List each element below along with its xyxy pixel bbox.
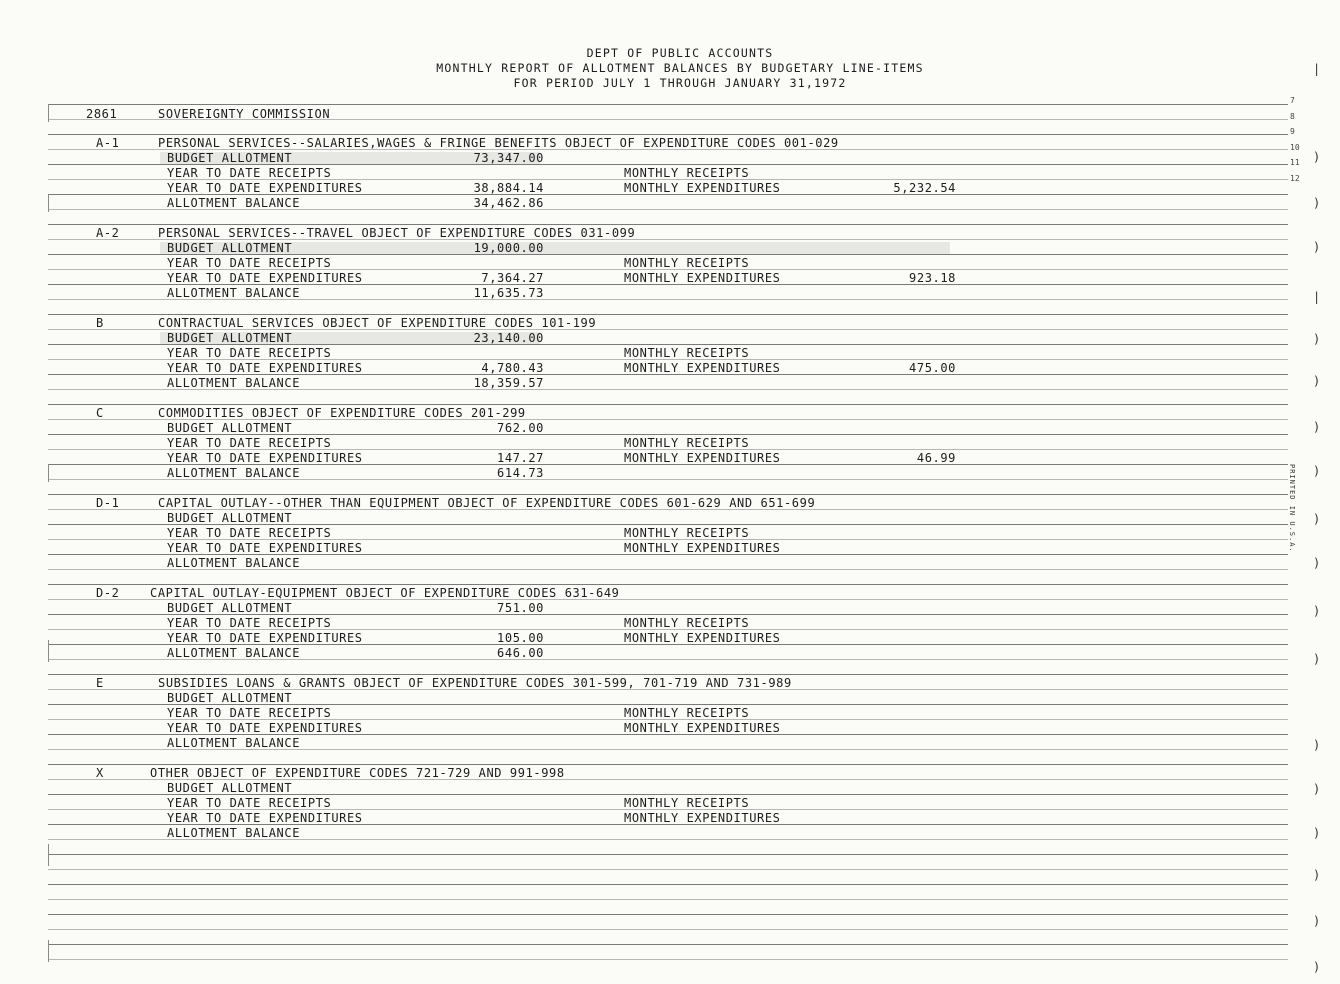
form-rule-line: [48, 209, 1288, 210]
form-rule-line: [48, 749, 1288, 750]
monthly-expenditures-label: MONTHLY EXPENDITURES: [624, 451, 781, 465]
section-title: COMMODITIES OBJECT OF EXPENDITURE CODES 201-299: [158, 406, 526, 420]
form-rule-line: [48, 524, 1288, 525]
ytd-receipts-label: YEAR TO DATE RECEIPTS: [167, 166, 332, 180]
ytd-expenditures-label: YEAR TO DATE EXPENDITURES: [167, 271, 363, 285]
section-code: D-1: [96, 496, 120, 510]
ytd-receipts-label: YEAR TO DATE RECEIPTS: [167, 616, 332, 630]
monthly-expenditures-label: MONTHLY EXPENDITURES: [624, 181, 781, 195]
form-rule-line: [48, 254, 1288, 255]
margin-line-number: 11: [1290, 158, 1300, 167]
margin-binding-mark: ): [1313, 464, 1321, 478]
margin-line-number: 8: [1290, 111, 1295, 121]
monthly-expenditures-label: MONTHLY EXPENDITURES: [624, 811, 781, 825]
form-rule-line: [48, 899, 1288, 900]
margin-binding-mark: ): [1313, 782, 1321, 796]
budget-allotment-label: BUDGET ALLOTMENT: [167, 691, 293, 705]
form-rule-line: [48, 299, 1288, 300]
form-rule-line: [48, 629, 1288, 630]
form-rule-line: [48, 389, 1288, 390]
margin-binding-mark: |: [1313, 290, 1321, 304]
section-code: E: [96, 676, 104, 690]
form-rule-line: [48, 119, 1288, 120]
ytd-expenditures-value: 4,780.43: [481, 361, 544, 375]
ytd-expenditures-value: 38,884.14: [473, 181, 544, 195]
monthly-receipts-label: MONTHLY RECEIPTS: [624, 166, 750, 180]
form-rule-line: [48, 134, 1288, 135]
form-rule-line: [48, 599, 1288, 600]
form-edge-mark: [48, 940, 49, 962]
monthly-expenditures-value: 46.99: [916, 451, 956, 465]
budget-allotment-value: 19,000.00: [473, 241, 544, 255]
allotment-balance-value: 646.00: [497, 646, 544, 660]
ytd-expenditures-label: YEAR TO DATE EXPENDITURES: [167, 721, 363, 735]
form-rule-line: [48, 374, 1288, 375]
ytd-receipts-label: YEAR TO DATE RECEIPTS: [167, 346, 332, 360]
form-rule-line: [48, 794, 1288, 795]
form-rule-line: [48, 449, 1288, 450]
form-rule-line: [48, 674, 1288, 675]
section-title: CAPITAL OUTLAY--OTHER THAN EQUIPMENT OBJECT OF EXPENDITURE CODES 601-629 AND 651-699: [158, 496, 816, 510]
form-rule-line: [48, 809, 1288, 810]
margin-binding-mark: ): [1313, 604, 1321, 618]
allotment-balance-value: 34,462.86: [473, 196, 544, 210]
section-title: CAPITAL OUTLAY-EQUIPMENT OBJECT OF EXPENDITURE CODES 631-649: [150, 586, 620, 600]
form-rule-line: [48, 869, 1288, 870]
monthly-receipts-label: MONTHLY RECEIPTS: [624, 526, 750, 540]
margin-binding-mark: ): [1313, 960, 1321, 974]
ytd-receipts-label: YEAR TO DATE RECEIPTS: [167, 436, 332, 450]
form-rule-line: [48, 704, 1288, 705]
form-rule-line: [48, 434, 1288, 435]
form-rule-line: [48, 314, 1288, 315]
ytd-expenditures-value: 105.00: [497, 631, 544, 645]
allotment-balance-label: ALLOTMENT BALANCE: [167, 826, 301, 840]
section-title: OTHER OBJECT OF EXPENDITURE CODES 721-729 AND 991-998: [150, 766, 565, 780]
margin-binding-mark: ): [1313, 652, 1321, 666]
monthly-expenditures-value: 5,232.54: [893, 181, 956, 195]
monthly-receipts-label: MONTHLY RECEIPTS: [624, 436, 750, 450]
margin-line-number: 9: [1290, 127, 1295, 136]
monthly-expenditures-value: 475.00: [909, 361, 956, 375]
form-edge-mark: [48, 104, 49, 122]
ytd-expenditures-label: YEAR TO DATE EXPENDITURES: [167, 541, 363, 555]
section-title: PERSONAL SERVICES--SALARIES,WAGES & FRINGE BENEFITS OBJECT OF EXPENDITURE CODES 001-029: [158, 136, 839, 150]
form-rule-line: [48, 149, 1288, 150]
ytd-receipts-label: YEAR TO DATE RECEIPTS: [167, 256, 332, 270]
ytd-receipts-label: YEAR TO DATE RECEIPTS: [167, 526, 332, 540]
form-rule-line: [48, 269, 1288, 270]
monthly-receipts-label: MONTHLY RECEIPTS: [624, 346, 750, 360]
ytd-expenditures-value: 147.27: [497, 451, 544, 465]
monthly-expenditures-label: MONTHLY EXPENDITURES: [624, 541, 781, 555]
form-rule-line: [48, 839, 1288, 840]
allotment-balance-label: ALLOTMENT BALANCE: [167, 556, 301, 570]
margin-binding-mark: ): [1313, 868, 1321, 882]
budget-allotment-value: 751.00: [497, 601, 544, 615]
form-rule-line: [48, 104, 1288, 105]
budget-allotment-label: BUDGET ALLOTMENT: [167, 601, 293, 615]
section-title: SUBSIDIES LOANS & GRANTS OBJECT OF EXPENDITURE CODES 301-599, 701-719 AND 731-989: [158, 676, 792, 690]
form-rule-line: [48, 569, 1288, 570]
budget-allotment-label: BUDGET ALLOTMENT: [167, 421, 293, 435]
form-rule-line: [48, 224, 1288, 225]
margin-binding-mark: ): [1313, 332, 1321, 346]
budget-allotment-label: BUDGET ALLOTMENT: [167, 781, 293, 795]
form-rule-line: [48, 929, 1288, 930]
form-rule-line: [48, 764, 1288, 765]
ytd-receipts-label: YEAR TO DATE RECEIPTS: [167, 796, 332, 810]
form-rule-line: [48, 344, 1288, 345]
margin-binding-mark: ): [1313, 420, 1321, 434]
monthly-receipts-label: MONTHLY RECEIPTS: [624, 256, 750, 270]
form-rule-line: [48, 404, 1288, 405]
form-rule-line: [48, 164, 1288, 165]
margin-binding-mark: ): [1313, 150, 1321, 164]
form-rule-line: [48, 179, 1288, 180]
form-rule-line: [48, 494, 1288, 495]
form-rule-line: [48, 584, 1288, 585]
section-code: A-1: [96, 136, 120, 150]
margin-binding-mark: ): [1313, 914, 1321, 928]
report-header-line-1: DEPT OF PUBLIC ACCOUNTS: [586, 46, 774, 60]
monthly-expenditures-label: MONTHLY EXPENDITURES: [624, 361, 781, 375]
form-rule-line: [48, 284, 1288, 285]
form-rule-line: [48, 944, 1288, 945]
form-rule-line: [48, 509, 1288, 510]
margin-binding-mark: ): [1313, 196, 1321, 210]
form-rule-line: [48, 884, 1288, 885]
monthly-receipts-label: MONTHLY RECEIPTS: [624, 616, 750, 630]
budget-allotment-value: 23,140.00: [473, 331, 544, 345]
monthly-expenditures-label: MONTHLY EXPENDITURES: [624, 631, 781, 645]
margin-binding-mark: ): [1313, 556, 1321, 570]
form-rule-line: [48, 689, 1288, 690]
ytd-expenditures-label: YEAR TO DATE EXPENDITURES: [167, 451, 363, 465]
form-rule-line: [48, 719, 1288, 720]
margin-binding-mark: ): [1313, 240, 1321, 254]
monthly-receipts-label: MONTHLY RECEIPTS: [624, 706, 750, 720]
section-code: X: [96, 766, 104, 780]
ytd-expenditures-value: 7,364.27: [481, 271, 544, 285]
allotment-balance-label: ALLOTMENT BALANCE: [167, 466, 301, 480]
budget-allotment-label: BUDGET ALLOTMENT: [167, 511, 293, 525]
allotment-balance-label: ALLOTMENT BALANCE: [167, 736, 301, 750]
margin-binding-mark: ): [1313, 826, 1321, 840]
monthly-receipts-label: MONTHLY RECEIPTS: [624, 796, 750, 810]
section-code: C: [96, 406, 104, 420]
allotment-balance-value: 18,359.57: [473, 376, 544, 390]
budget-allotment-label: BUDGET ALLOTMENT: [167, 241, 293, 255]
report-header-line-2: MONTHLY REPORT OF ALLOTMENT BALANCES BY BUDGETARY LINE-ITEMS: [436, 61, 924, 75]
agency-name: SOVEREIGNTY COMMISSION: [158, 107, 331, 121]
budget-allotment-label: BUDGET ALLOTMENT: [167, 151, 293, 165]
form-rule-line: [48, 644, 1288, 645]
agency-code: 2861: [86, 107, 118, 121]
form-rule-line: [48, 734, 1288, 735]
form-rule-line: [48, 419, 1288, 420]
margin-binding-mark: ): [1313, 512, 1321, 526]
form-rule-line: [48, 359, 1288, 360]
form-rule-line: [48, 464, 1288, 465]
form-edge-mark: [48, 640, 49, 662]
section-title: PERSONAL SERVICES--TRAVEL OBJECT OF EXPENDITURE CODES 031-099: [158, 226, 636, 240]
form-rule-line: [48, 659, 1288, 660]
allotment-balance-label: ALLOTMENT BALANCE: [167, 646, 301, 660]
margin-binding-mark: |: [1313, 62, 1321, 76]
ytd-receipts-label: YEAR TO DATE RECEIPTS: [167, 706, 332, 720]
ytd-expenditures-label: YEAR TO DATE EXPENDITURES: [167, 811, 363, 825]
allotment-balance-value: 614.73: [497, 466, 544, 480]
form-edge-mark: [48, 844, 49, 866]
budget-allotment-label: BUDGET ALLOTMENT: [167, 331, 293, 345]
allotment-balance-value: 11,635.73: [473, 286, 544, 300]
budget-allotment-value: 762.00: [497, 421, 544, 435]
ytd-expenditures-label: YEAR TO DATE EXPENDITURES: [167, 631, 363, 645]
margin-line-number: 7: [1290, 96, 1295, 105]
margin-line-number: 12: [1290, 173, 1300, 183]
form-rule-line: [48, 959, 1288, 960]
printed-in-usa-mark: PRINTED IN U.S.A.: [1288, 464, 1296, 553]
form-rule-line: [48, 479, 1288, 480]
section-code: A-2: [96, 226, 120, 240]
margin-binding-mark: ): [1313, 374, 1321, 388]
allotment-balance-label: ALLOTMENT BALANCE: [167, 376, 301, 390]
form-edge-mark: [48, 194, 49, 212]
monthly-expenditures-value: 923.18: [909, 271, 956, 285]
section-code: B: [96, 316, 104, 330]
form-rule-line: [48, 554, 1288, 555]
form-rule-line: [48, 824, 1288, 825]
form-rule-line: [48, 914, 1288, 915]
report-header-line-3: FOR PERIOD JULY 1 THROUGH JANUARY 31,1972: [513, 76, 847, 90]
allotment-balance-label: ALLOTMENT BALANCE: [167, 196, 301, 210]
form-rule-line: [48, 779, 1288, 780]
allotment-balance-label: ALLOTMENT BALANCE: [167, 286, 301, 300]
monthly-expenditures-label: MONTHLY EXPENDITURES: [624, 271, 781, 285]
form-rule-line: [48, 539, 1288, 540]
section-code: D-2: [96, 586, 120, 600]
form-rule-line: [48, 614, 1288, 615]
budget-allotment-value: 73,347.00: [473, 151, 544, 165]
form-rule-line: [48, 239, 1288, 240]
form-rule-line: [48, 194, 1288, 195]
margin-binding-mark: ): [1313, 738, 1321, 752]
margin-line-number: 10: [1290, 142, 1300, 152]
form-edge-mark: [48, 464, 49, 482]
form-rule-line: [48, 854, 1288, 855]
monthly-expenditures-label: MONTHLY EXPENDITURES: [624, 721, 781, 735]
ytd-expenditures-label: YEAR TO DATE EXPENDITURES: [167, 361, 363, 375]
section-title: CONTRACTUAL SERVICES OBJECT OF EXPENDITURE CODES 101-199: [158, 316, 597, 330]
ytd-expenditures-label: YEAR TO DATE EXPENDITURES: [167, 181, 363, 195]
form-rule-line: [48, 329, 1288, 330]
